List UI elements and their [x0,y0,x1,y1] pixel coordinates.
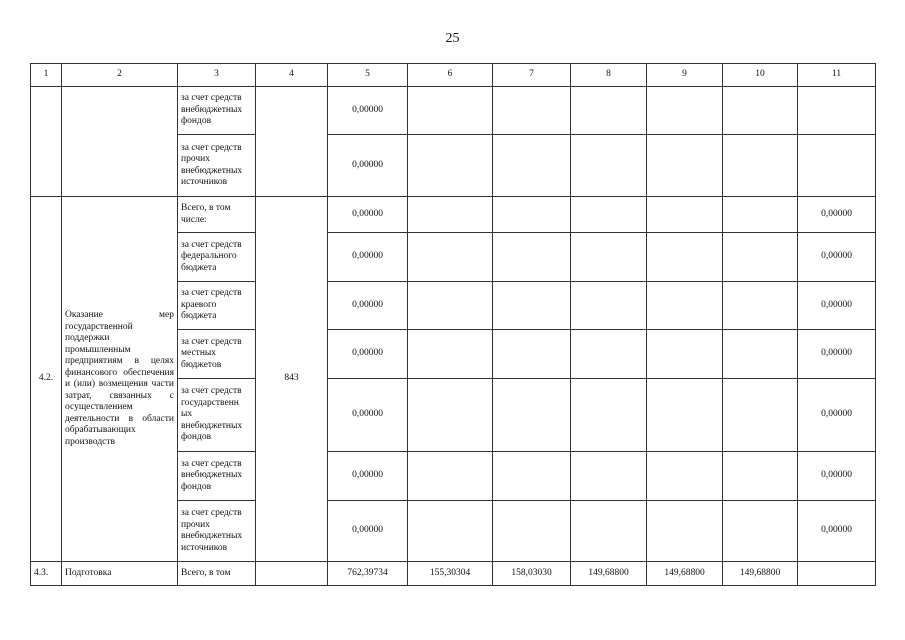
col-header-11: 11 [798,64,876,87]
funding-source: за счет средств краевого бюджета [178,282,256,330]
amount-col5: 0,00000 [328,233,408,282]
col-header-4: 4 [256,64,328,87]
funding-source: за счет средств местных бюджетов [178,330,256,379]
amount-col11: 0,00000 [798,282,876,330]
cell-empty [62,87,178,197]
funding-source: за счет средств прочих внебюджетных источников [178,135,256,197]
item-number: 4.2. [31,197,62,562]
cell-empty [256,87,328,197]
col-header-10: 10 [723,64,798,87]
table-row [31,197,876,233]
amount-col5: 0,00000 [328,87,408,135]
amount-col8: 149,68800 [571,562,647,586]
amount-col5: 0,00000 [328,197,408,233]
funding-source: Всего, в том [178,562,256,586]
item-description: Оказание мер государственной поддержки промышленным предприятиям в целях финансового обеспечения и (или) возмещения части затрат, связанных с осуществлением деятельности в области обрабатывающих производств [62,197,178,562]
amount-col11: 0,00000 [798,379,876,452]
funding-source: за счет средств внебюджетных фондов [178,452,256,501]
col-header-6: 6 [408,64,493,87]
amount-col11: 0,00000 [798,197,876,233]
col-header-8: 8 [571,64,647,87]
amount-col7: 158,03030 [493,562,571,586]
amount-col11: 0,00000 [798,452,876,501]
funding-source: за счет средств прочих внебюджетных источников [178,501,256,562]
table-row [31,87,876,135]
col-header-5: 5 [328,64,408,87]
cell-empty [31,87,62,197]
amount-col10: 149,68800 [723,562,798,586]
amount-col11 [798,562,876,586]
col-header-7: 7 [493,64,571,87]
amount-col11: 0,00000 [798,330,876,379]
item-description: Подготовка [62,562,178,586]
item-code [256,562,328,586]
amount-col5: 0,00000 [328,282,408,330]
funding-source: за счет средств государственн ых внебюджетных фондов [178,379,256,452]
amount-col5: 0,00000 [328,452,408,501]
item-code: 843 [256,197,328,562]
amount-col11: 0,00000 [798,501,876,562]
amount-col9: 149,68800 [647,562,723,586]
funding-source: Всего, в том числе: [178,197,256,233]
header-row [31,64,876,87]
funding-source: за счет средств федерального бюджета [178,233,256,282]
funding-source: за счет средств внебюджетных фондов [178,87,256,135]
page-number: 25 [445,31,460,46]
col-header-9: 9 [647,64,723,87]
col-header-1: 1 [31,64,62,87]
amount-col5: 0,00000 [328,379,408,452]
amount-col5: 0,00000 [328,135,408,197]
col-header-3: 3 [178,64,256,87]
table-row [31,562,876,586]
amount-col6: 155,30304 [408,562,493,586]
amount-col5: 0,00000 [328,330,408,379]
amount-col5: 0,00000 [328,501,408,562]
item-number: 4.3. [31,562,62,586]
amount-col11: 0,00000 [798,233,876,282]
amount-col5: 762,39734 [328,562,408,586]
budget-table [30,63,876,586]
col-header-2: 2 [62,64,178,87]
